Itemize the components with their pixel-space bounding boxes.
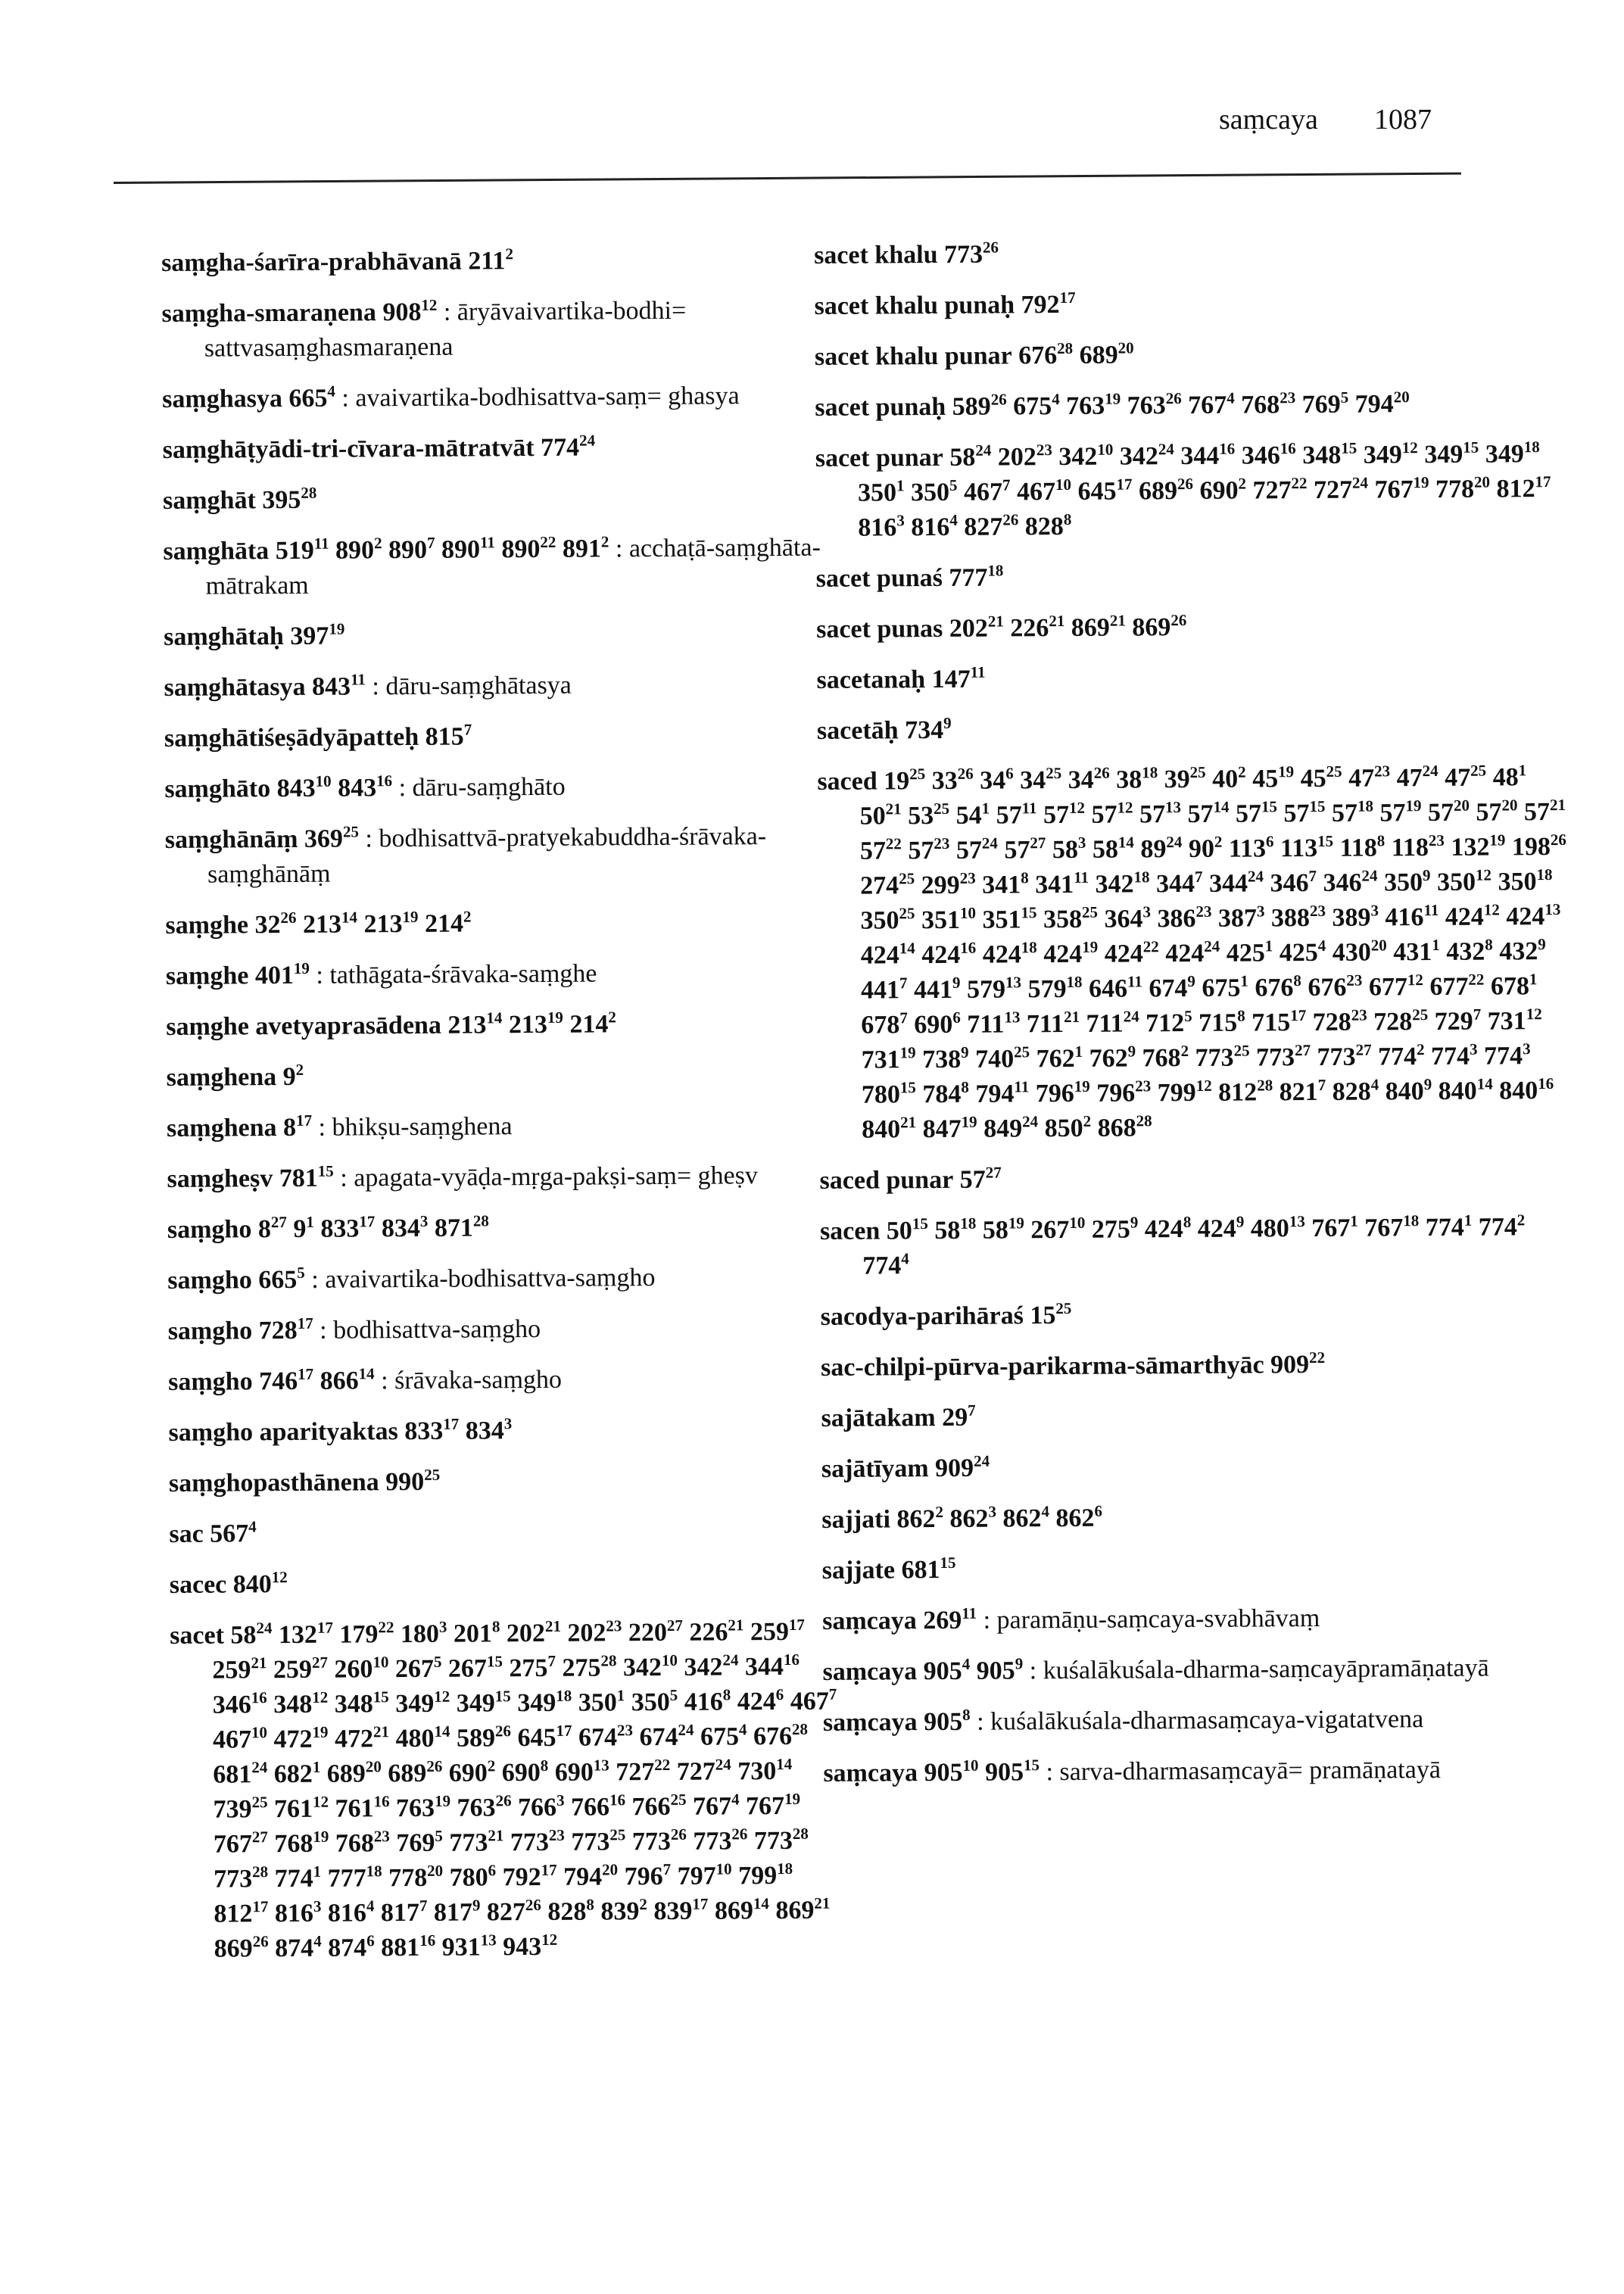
index-entry (816, 659, 1573, 698)
entry-gloss: : āryāvaivartika-bodhi= sattvasaṃghasmaraṇena (204, 296, 687, 363)
index-entry (166, 1005, 847, 1044)
right-column (814, 234, 1581, 1807)
entry-references: $19^{25}$ $33^{26}$ $34^6$ $34^{25}$ $34^{26}$ $38^{18}$ $39^{25}$ $40^2$ $45^{19}$ $45^{25}$ $47^{23}$ $47^{24}$ $47^{25}$ $48^1$ $50^{21}$ $53^{25}$ $54^1$ $57^{11}$ $57^{12}$ $57^{12}$ $57^{13}$ $57^{14}$ $57^{15}$ $57^{15}$ $57^{18}$ $57^{19}$ $57^{20}$ $57^{20}$ $57^{21}$ $57^{22}$ $57^{23}$ $57^{24}$ $57^{27}$ $58^3$ $58^{14}$ $89^{24}$ $90^2$ $113^6$ $113^{15}$ $118^8$ $118^{23}$ $132^{19}$ $198^{26}$ $274^{25}$ $299^{23}$ $341^8$ $341^{11}$ $342^{18}$ $344^7$ $344^{24}$ $346^7$ $346^{24}$ $350^9$ $350^{12}$ $350^{18}$ $350^{25}$ $351^{10}$ $351^{15}$ $358^{25}$ $364^3$ $386^{23}$ $387^3$ $388^{23}$ $389^3$ $416^{11}$ $424^{12}$ $424^{13}$ $424^{14}$ $424^{16}$ $424^{18}$ $424^{19}$ $424^{22}$ $424^{24}$ $425^1$ $425^4$ $430^{20}$ $431^1$ $432^8$ $432^9$ $441^7$ $441^9$ $579^{13}$ $579^{18}$ $646^{11}$ $674^9$ $675^1$ $676^8$ $676^{23}$ $677^{12}$ $677^{22}$ $678^1$ $678^7$ $690^6$ $711^{13}$ $711^{21}$ $711^{24}$ $712^5$ $715^8$ $715^{17}$ $728^{23}$ $728^{25}$ $729^7$ $731^{12}$ $731^{19}$ $738^9$ $740^{25}$ $762^1$ $762^9$ $768^2$ $773^{25}$ $773^{27}$ $773^{27}$ $774^2$ $774^3$ $774^3$ $780^{15}$ $784^8$ $794^{11}$ $796^{19}$ $796^{23}$ $799^{12}$ $812^{28}$ $821^7$ $828^4$ $840^9$ $840^{14}$ $840^{16}$ $840^{21}$ $847^{19}$ $849^{24}$ $850^2$ $868^{28}$ (859, 761, 1566, 1144)
entry-references: $397^{19}$ (290, 619, 345, 650)
index-entry (167, 1107, 848, 1145)
entry-headword: saṃgho (167, 1317, 253, 1345)
entry-references: $774^{24}$ (541, 431, 596, 462)
entry-headword: saṃghānāṃ (164, 824, 298, 854)
entry-references: $908^{12}$ (382, 295, 438, 327)
entry-headword: sac-chilpi-pūrva-parikarma-sāmarthyāc (820, 1351, 1264, 1382)
entry-references: $58^{24}$ $132^{17}$ $179^{22}$ $180^3$ $201^8$ $202^{21}$ $202^{23}$ $220^{27}$ $226^{21}$ $259^{17}$ $259^{21}$ $259^{27}$ $260^{10}$ $267^5$ $267^{15}$ $275^7$ $275^{28}$ $342^{10}$ $342^{24}$ $344^{16}$ $346^{16}$ $348^{12}$ $348^{15}$ $349^{12}$ $349^{15}$ $349^{18}$ $350^1$ $350^5$ $416^8$ $424^6$ $467^7$ $467^{10}$ $472^{19}$ $472^{21}$ $480^{14}$ $589^{26}$ $645^{17}$ $674^{23}$ $674^{24}$ $675^4$ $676^{28}$ $681^{24}$ $682^1$ $689^{20}$ $689^{26}$ $690^2$ $690^8$ $690^{13}$ $727^{22}$ $727^{24}$ $730^{14}$ $739^{25}$ $761^{12}$ $761^{16}$ $763^{19}$ $763^{26}$ $766^3$ $766^{16}$ $766^{25}$ $767^4$ $767^{19}$ $767^{27}$ $768^{19}$ $768^{23}$ $769^5$ $773^{21}$ $773^{23}$ $773^{25}$ $773^{26}$ $773^{26}$ $773^{28}$ $773^{28}$ $774^1$ $777^{18}$ $778^{20}$ $780^6$ $792^{17}$ $794^{20}$ $796^7$ $797^{10}$ $799^{18}$ $812^{17}$ $816^3$ $816^4$ $817^7$ $817^9$ $827^{26}$ $828^8$ $839^2$ $839^{17}$ $869^{14}$ $869^{21}$ $869^{26}$ $874^4$ $874^6$ $881^{16}$ $931^{13}$ $943^{12}$ (212, 1615, 837, 1963)
entry-references: $369^{25}$ (304, 822, 360, 853)
entry-references: $202^{21}$ $226^{21}$ $869^{21}$ $869^{26}$ (949, 611, 1187, 643)
entry-headword: saṃgho aparityaktas (168, 1417, 398, 1447)
index-entry (167, 1056, 848, 1095)
entry-references: $9^2$ (282, 1060, 304, 1092)
index-entry (822, 1600, 1579, 1639)
entry-headword: sacet khalu (814, 241, 938, 270)
entry-headword: sacen (819, 1217, 881, 1245)
entry-headword: saṃgha-smaraṇena (161, 298, 376, 328)
entry-references: $781^{15}$ (279, 1161, 334, 1193)
index-entry (168, 1310, 849, 1348)
entry-gloss: : dāru-saṃghātasya (365, 671, 572, 701)
index-entry (166, 955, 847, 993)
index-entry (163, 429, 844, 467)
entry-references: $840^{12}$ (232, 1568, 288, 1599)
entry-references: $32^{26}$ $213^{14}$ $213^{19}$ $214^2$ (254, 907, 472, 940)
index-entry (814, 285, 1571, 324)
entry-references: $147^{11}$ (931, 662, 986, 694)
entry-references: $909^{24}$ (934, 1451, 990, 1483)
index-entry (815, 335, 1572, 375)
entry-headword: saṃghe (165, 911, 249, 940)
entry-gloss: : tathāgata-śrāvaka-saṃghe (309, 959, 597, 990)
entry-gloss: : acchaṭā-saṃghāta-mātrakam (205, 533, 821, 600)
entry-headword: sacetāḥ (816, 716, 899, 745)
entry-headword: saṃghāṭyādi-tri-cīvara-mātratvāt (162, 433, 535, 464)
entry-references: $905^4$ $905^9$ (923, 1654, 1024, 1686)
index-entry (817, 709, 1574, 749)
entry-headword: saṃghāto (164, 775, 271, 803)
running-head-word: saṃcaya (1219, 104, 1318, 136)
entry-references: $15^{25}$ (1030, 1298, 1072, 1330)
entry-headword: sajātīyam (821, 1454, 929, 1483)
index-entry (163, 530, 845, 603)
entry-references: $815^7$ (425, 720, 472, 751)
entry-headword: sacet khalu punar (814, 341, 1012, 371)
page-number: 1087 (1374, 104, 1432, 136)
entry-headword: saṃghātiśeṣādyāpatteḥ (164, 722, 419, 753)
entry-headword: saṃcaya (822, 1708, 918, 1737)
index-entry (161, 242, 843, 281)
entry-references: $681^{15}$ (901, 1553, 956, 1585)
entry-headword: saṃghāta (163, 537, 270, 566)
index-entry (162, 378, 843, 416)
entry-references: $8^{27}$ $9^1$ $833^{17}$ $834^3$ $871^{28}$ (257, 1211, 489, 1244)
entry-headword: sacet khalu punaḥ (814, 291, 1015, 320)
entry-gloss: : avaivartika-bodhisattva-saṃ= ghasya (335, 382, 740, 413)
running-header (1189, 97, 1492, 142)
index-entry (815, 386, 1572, 425)
entry-references: $990^{25}$ (385, 1465, 441, 1497)
entry-headword: sacec (169, 1570, 227, 1599)
entry-headword: saṃcaya (822, 1657, 918, 1686)
entry-headword: sajjate (821, 1556, 896, 1585)
entry-headword: saṃcaya (823, 1759, 918, 1788)
entry-headword: saṃghasya (162, 385, 283, 413)
entry-references: $58^{24}$ $202^{23}$ $342^{10}$ $342^{24}$ $344^{16}$ $346^{16}$ $348^{15}$ $349^{12}$ $349^{15}$ $349^{18}$ $350^1$ $350^5$ $467^7$ $467^{10}$ $645^{17}$ $689^{26}$ $690^2$ $727^{22}$ $727^{24}$ $767^{19}$ $778^{20}$ $812^{17}$ $816^3$ $816^4$ $827^{26}$ $828^8$ (857, 438, 1551, 542)
entry-headword: saṃgho (167, 1266, 252, 1295)
index-entry (816, 557, 1573, 597)
left-column (161, 242, 853, 1983)
index-entry (823, 1701, 1580, 1741)
index-entry (170, 1614, 853, 1966)
entry-gloss: : apagata-vyāḍa-mṛga-pakṣi-saṃ= gheṣv (333, 1161, 759, 1192)
entry-headword: sacodya-parihāraś (820, 1301, 1024, 1331)
index-entry (161, 293, 843, 366)
index-entry (167, 1158, 848, 1196)
index-entry (819, 1159, 1576, 1198)
index-entry (165, 818, 847, 892)
entry-references: $777^{18}$ (949, 561, 1004, 592)
entry-headword: saṃgho (167, 1215, 252, 1244)
index-entry (163, 479, 844, 518)
entry-references: $395^{28}$ (262, 483, 317, 515)
entry-gloss: : bhikṣu-saṃghena (311, 1112, 513, 1142)
index-entry (817, 760, 1576, 1148)
entry-headword: saṃghātasya (164, 672, 306, 702)
entry-references: $909^{22}$ (1270, 1348, 1326, 1379)
entry-headword: sac (169, 1519, 204, 1548)
entry-gloss: : kuśalākuśala-dharma-saṃcayāpramāṇatayā (1023, 1653, 1489, 1685)
entry-headword: saced (817, 767, 877, 796)
entry-headword: saṃgha-śarīra-prabhāvanā (161, 247, 462, 277)
entry-headword: saṃcaya (822, 1607, 917, 1635)
entry-references: $269^{11}$ (923, 1604, 977, 1635)
entry-headword: saṃghe (165, 962, 249, 990)
entry-headword: sacetanaḥ (816, 665, 926, 694)
entry-gloss: : paramāṇu-saṃcaya-svabhāvaṃ (977, 1604, 1320, 1635)
entry-gloss: : dāru-saṃghāto (392, 772, 566, 803)
index-entry (164, 768, 846, 806)
index-entry (167, 1259, 849, 1298)
index-entry (170, 1563, 851, 1602)
entry-headword: saṃghe avetyaprasādena (166, 1011, 442, 1041)
index-entry (169, 1462, 850, 1501)
index-entry (816, 608, 1573, 647)
entry-references: $905^8$ (924, 1705, 971, 1737)
entry-headword: sajātakam (821, 1404, 936, 1432)
entry-references: $567^4$ (210, 1517, 257, 1548)
entry-references: $773^{26}$ (943, 238, 999, 269)
entry-headword: sacet punas (816, 614, 943, 644)
index-entry (820, 1210, 1578, 1284)
index-entry (821, 1448, 1579, 1487)
entry-references: $29^7$ (942, 1401, 976, 1432)
index-entry (822, 1549, 1579, 1588)
entry-references: $746^{17}$ $866^{14}$ (259, 1364, 375, 1396)
entry-references: $728^{17}$ (258, 1314, 313, 1345)
entry-references: $519^{11}$ $890^2$ $890^7$ $890^{11}$ $890^{22}$ $891^2$ (275, 532, 609, 566)
index-entry (821, 1498, 1579, 1538)
index-entry (164, 717, 846, 756)
entry-headword: saṃgho (168, 1367, 253, 1396)
header-rule (114, 173, 1461, 184)
index-entry (815, 437, 1573, 546)
entry-references: $905^{10}$ $905^{15}$ (924, 1756, 1040, 1788)
entry-references: $8^{17}$ (282, 1111, 313, 1142)
index-entry (821, 1346, 1578, 1385)
entry-headword: saṃghāt (162, 486, 256, 515)
index-entry (164, 616, 845, 654)
entry-headword: saced punar (819, 1165, 954, 1195)
entry-headword: saṃghena (167, 1114, 277, 1142)
entry-gloss: : śrāvaka-saṃgho (374, 1365, 563, 1395)
index-entry (169, 1513, 850, 1551)
index-entry (821, 1295, 1578, 1335)
entry-references: $57^{27}$ (959, 1163, 1002, 1194)
entry-gloss: : kuśalākuśala-dharmasaṃcaya-vigatatvena (970, 1705, 1424, 1736)
entry-headword: saṃghena (166, 1063, 277, 1092)
entry-references: $665^4$ (288, 382, 335, 413)
entry-references: $734^9$ (905, 713, 952, 745)
entry-references: $843^{11}$ (311, 670, 366, 701)
entry-references: $589^{26}$ $675^4$ $763^{19}$ $763^{26}$ $767^4$ $768^{23}$ $769^5$ $794^{20}$ (952, 388, 1410, 421)
entry-references: $50^{15}$ $58^{18}$ $58^{19}$ $267^{10}$ $275^9$ $424^8$ $424^9$ $480^{13}$ $767^1$ $767^{18}$ $774^1$ $774^2$ $774^4$ (862, 1211, 1526, 1280)
index-entry (168, 1361, 849, 1399)
index-entry (164, 666, 845, 705)
index-entry (814, 234, 1571, 273)
entry-gloss: : avaivartika-bodhisattva-saṃgho (304, 1264, 656, 1294)
index-entry (823, 1752, 1580, 1791)
entry-gloss: : bodhisattva-saṃgho (313, 1314, 541, 1345)
entry-gloss: : bodhisattvā-pratyekabuddha-śrāvaka-saṃghānāṃ (207, 822, 767, 889)
entry-headword: saṃghopasthānena (168, 1468, 379, 1498)
entry-headword: saṃghātaḥ (164, 622, 284, 651)
entry-headword: saṃgheṣv (167, 1164, 273, 1193)
entry-references: $833^{17}$ $834^3$ (404, 1414, 513, 1446)
entry-headword: sajjati (821, 1505, 891, 1534)
entry-references: $401^{19}$ (254, 958, 310, 990)
entry-headword: sacet punaḥ (815, 392, 946, 422)
entry-headword: sacet punar (815, 443, 943, 472)
index-entry (167, 1208, 849, 1247)
index-entry (165, 904, 846, 943)
entry-references: $665^5$ (258, 1263, 305, 1295)
index-entry (821, 1397, 1578, 1436)
entry-headword: sacet punaś (815, 563, 943, 593)
entry-references: $211^2$ (468, 245, 513, 276)
entry-references: $843^{10}$ $843^{16}$ (276, 771, 393, 803)
entry-references: $676^{28}$ $689^{20}$ (1018, 338, 1134, 370)
entry-gloss: : sarva-dharmasaṃcayā= pramāṇatayā (1039, 1755, 1441, 1787)
index-entry (168, 1411, 849, 1450)
entry-references: $792^{17}$ (1021, 288, 1076, 319)
entry-headword: sacet (170, 1621, 225, 1650)
entry-references: $213^{14}$ $213^{19}$ $214^2$ (447, 1008, 616, 1039)
index-entry (822, 1650, 1579, 1690)
entry-references: $862^2$ $862^3$ $862^4$ $862^6$ (896, 1501, 1103, 1534)
